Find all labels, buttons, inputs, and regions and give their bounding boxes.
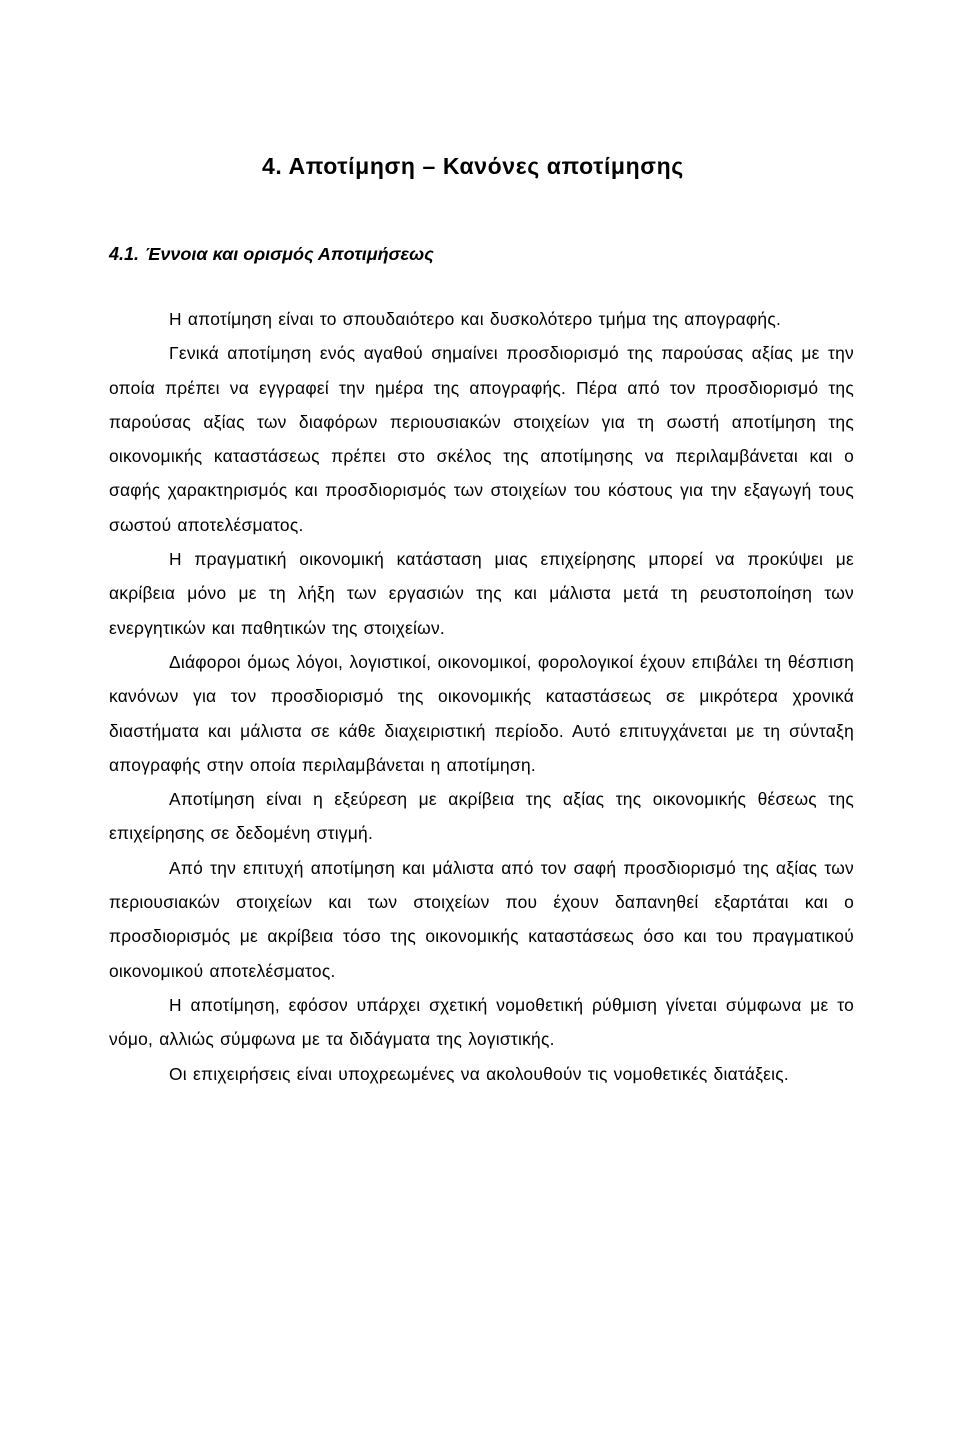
paragraph: Διάφοροι όμως λόγοι, λογιστικοί, οικονομικοί, φορολογικοί έχουν επιβάλει τη θέσπιση κανόνων για τον προσδιορισμό της οικονομικής καταστάσεως σε μικρότερα χρονικά διαστήματα και μάλιστα σε κάθε διαχειριστική περίοδο. Αυτό επιτυγχάνεται με τη σύνταξη απογραφής στην οποία περιλαμβάνεται η αποτίμηση.	[109, 651, 854, 775]
body-text	[109, 302, 854, 1091]
section-title: Έννοια και ορισμός Αποτιμήσεως	[145, 244, 434, 264]
section-number: 4.1.	[109, 244, 140, 264]
paragraph: Η πραγματική οικονομική κατάσταση μιας επιχείρησης μπορεί να προκύψει με ακρίβεια μόνο με τη λήξη των εργασιών της και μάλιστα μετά τη ρευστοποίηση των ενεργητικών και παθητικών της στοιχείων.	[109, 549, 854, 638]
paragraph: Γενικά αποτίμηση ενός αγαθού σημαίνει προσδιορισμό της παρούσας αξίας με την οποία πρέπει να εγγραφεί την ημέρα της απογραφής. Πέρα από τον προσδιορισμό της παρούσας αξίας των διαφόρων περιουσιακών στοιχείων για τη σωστή αποτίμηση της οικονομικής καταστάσεως πρέπει στο σκέλος της αποτίμησης να περιλαμβάνεται και ο σαφής χαρακτηρισμός και προσδιορισμός των στοιχείων του κόστους για την εξαγωγή τους σωστού αποτελέσματος.	[109, 343, 854, 535]
chapter-title: 4. Αποτίμηση – Κανόνες αποτίμησης	[262, 153, 684, 179]
paragraph: Αποτίμηση είναι η εξεύρεση με ακρίβεια της αξίας της οικονομικής θέσεως της επιχείρησης σε δεδομένη στιγμή.	[109, 789, 854, 844]
paragraph: Οι επιχειρήσεις είναι υποχρεωμένες να ακολουθούν τις νομοθετικές διατάξεις.	[169, 1063, 789, 1084]
paragraph: Η αποτίμηση είναι το σπουδαιότερο και δυσκολότερο τμήμα της απογραφής.	[169, 309, 782, 329]
paragraph: Η αποτίμηση, εφόσον υπάρχει σχετική νομοθετική ρύθμιση γίνεται σύμφωνα με το νόμο, αλλιώς σύμφωνα με τα διδάγματα της λογιστικής.	[109, 994, 854, 1050]
paragraph: Από την επιτυχή αποτίμηση και μάλιστα από τον σαφή προσδιορισμό της αξίας των περιουσιακών στοιχείων και των στοιχείων που έχουν δαπανηθεί εξαρτάται και ο προσδιορισμός με ακρίβεια τόσο της οικονομικής καταστάσεως όσο και του πραγματικού οικονομικού αποτελέσματος.	[109, 857, 854, 981]
section-heading	[109, 244, 434, 265]
